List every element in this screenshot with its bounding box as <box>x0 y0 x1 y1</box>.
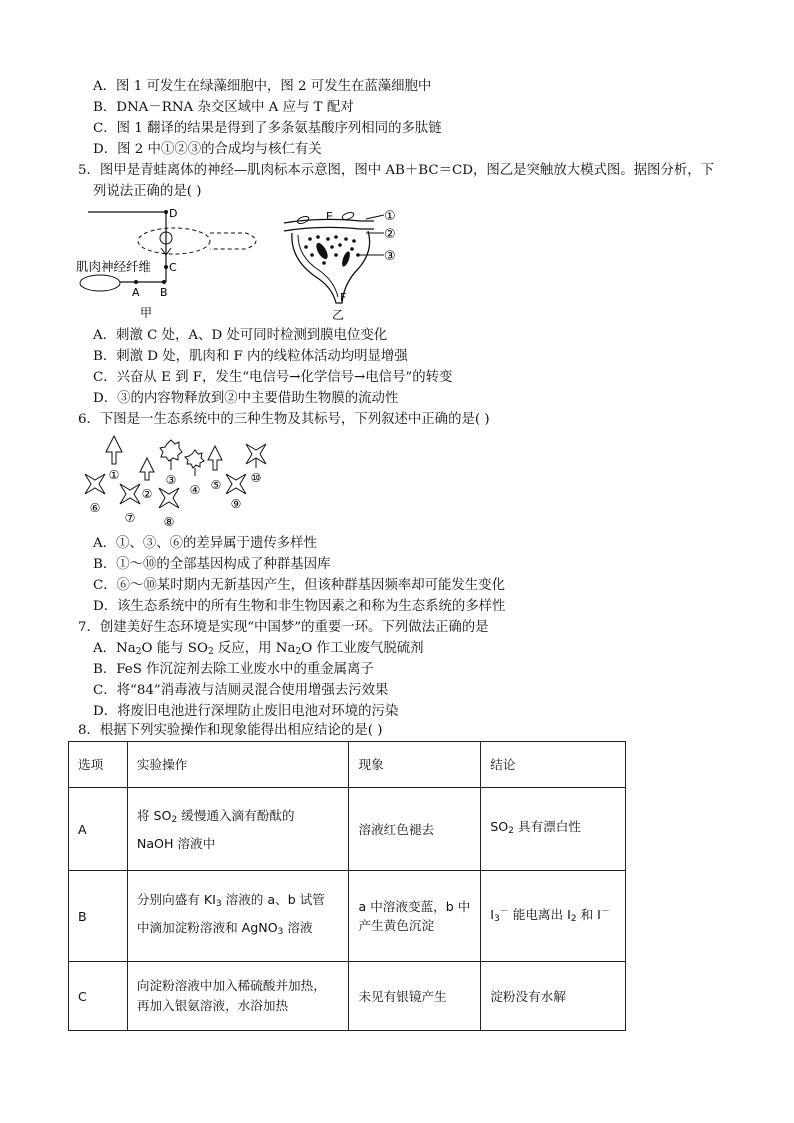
org-label-2: ② <box>141 487 153 501</box>
row-b-phenomenon: a 中溶液变蓝，b 中 产生黄色沉淀 <box>349 871 481 962</box>
org-label-8: ⑧ <box>163 515 175 529</box>
q4-option-b: B．DNA－RNA 杂交区域中 A 应与 T 配对 <box>93 100 354 115</box>
figure-jia <box>76 203 276 323</box>
q5-option-c: C．兴奋从 E 到 F，发生“电信号→化学信号→电信号”的转变 <box>93 370 453 385</box>
header-operation: 实验操作 <box>127 742 349 788</box>
label-d: D <box>169 207 178 220</box>
label-3: ③ <box>384 249 396 264</box>
q7-option-c: C．将“84”消毒液与洁厕灵混合使用增强去污效果 <box>93 683 389 698</box>
caption-yi: 乙 <box>332 308 345 322</box>
org-label-3: ③ <box>165 473 177 487</box>
table-header-row <box>69 742 626 788</box>
q7-option-d: D．将废旧电池进行深埋防止废旧电池对环境的污染 <box>93 704 399 719</box>
row-a-operation: 将 $SO_2$ 缓慢通入滴有酚酞的 NaOH 溶液中 <box>127 788 349 871</box>
q5-option-d: D．③的内容物释放到②中主要借助生物膜的流动性 <box>93 391 399 406</box>
table-row <box>69 962 626 1031</box>
q4-option-a: A．图 1 可发生在绿藻细胞中，图 2 可发生在蓝藻细胞中 <box>93 79 432 94</box>
org-label-6: ⑥ <box>89 501 101 515</box>
label-a: A <box>132 286 140 299</box>
q5-option-b: B．刺激 D 处，肌肉和 F 内的线粒体活动均明显增强 <box>93 349 408 364</box>
q6-option-c: C．⑥～⑩某时期内无新基因产生，但该种群基因频率却可能发生变化 <box>93 578 505 593</box>
org-label-1: ① <box>108 468 120 482</box>
q4-option-c: C．图 1 翻译的结果是得到了多条氨基酸序列相同的多肽链 <box>93 121 442 136</box>
muscle-label: 肌肉神经纤维 <box>76 259 152 274</box>
org-label-9: ⑨ <box>230 497 242 511</box>
q8-stem: 8．根据下列实验操作和现象能得出相应结论的是( ) <box>78 723 383 738</box>
row-b-operation: 分别向盛有 $KI_3$ 溶液的 a、b 试管 中滴加淀粉溶液和 AgNO$_3$ 溶液 <box>127 871 349 962</box>
label-c: C <box>169 261 177 274</box>
header-phenomenon: 现象 <box>349 742 481 788</box>
row-b-option: B <box>69 871 128 962</box>
label-b: B <box>160 286 168 299</box>
q5-option-a: A．刺激 C 处，A、D 处可同时检测到膜电位变化 <box>93 328 388 343</box>
q7-option-b: B．FeS 作沉淀剂去除工业废水中的重金属离子 <box>93 662 374 677</box>
row-c-conclusion: 淀粉没有水解 <box>481 962 626 1031</box>
label-2: ② <box>384 227 396 242</box>
row-a-conclusion: $SO_2$ 具有漂白性 <box>481 788 626 871</box>
row-b-conclusion: $I_3^-$ 能电离出 $I_2$ 和 I－ <box>481 871 626 962</box>
header-conclusion: 结论 <box>481 742 626 788</box>
label-e: E <box>326 210 333 223</box>
figure-organisms <box>80 432 280 532</box>
header-option: 选项 <box>69 742 128 788</box>
org-label-7: ⑦ <box>124 511 136 525</box>
experiment-table <box>68 741 626 1031</box>
q4-option-d: D．图 2 中①②③的合成均与核仁有关 <box>93 142 322 157</box>
table-row <box>69 788 626 871</box>
row-c-phenomenon: 未见有银镜产生 <box>349 962 481 1031</box>
q7-stem: 7．创建美好生态环境是实现“中国梦”的重要一环。下列做法正确的是 <box>78 620 489 635</box>
table-row <box>69 871 626 962</box>
row-a-phenomenon: 溶液红色褪去 <box>349 788 481 871</box>
org-label-4: ④ <box>189 483 201 497</box>
row-c-operation: 向淀粉溶液中加入稀硫酸并加热， 再加入银氨溶液，水浴加热 <box>127 962 349 1031</box>
row-c-option: C <box>69 962 128 1031</box>
q6-stem: 6．下图是一生态系统中的三种生物及其标号，下列叙述中正确的是( ) <box>78 412 490 427</box>
org-label-10: ⑩ <box>250 471 262 485</box>
q6-option-b: B．①～⑩的全部基因构成了种群基因库 <box>93 557 331 572</box>
q5-stem: 5．图甲是青蛙离体的神经—肌肉标本示意图，图中 AB＋BC＝CD，图乙是突触放大模式图。据图分析，下 <box>78 163 715 178</box>
row-a-option: A <box>69 788 128 871</box>
q6-option-a: A．①、③、⑥的差异属于遗传多样性 <box>93 536 317 551</box>
figure-yi <box>280 203 410 323</box>
label-1: ① <box>384 209 396 224</box>
label-f: F <box>340 291 347 304</box>
q6-option-d: D．该生态系统中的所有生物和非生物因素之和称为生态系统的多样性 <box>93 599 506 614</box>
org-label-5: ⑤ <box>210 478 222 492</box>
caption-jia: 甲 <box>140 306 153 320</box>
q5-stem-cont: 列说法正确的是( ) <box>93 184 202 199</box>
q7-option-a: A．$Na_2O$ 能与 $SO_2$ 反应，用 $Na_2O$ 作工业废气脱硫剂 <box>93 641 424 657</box>
